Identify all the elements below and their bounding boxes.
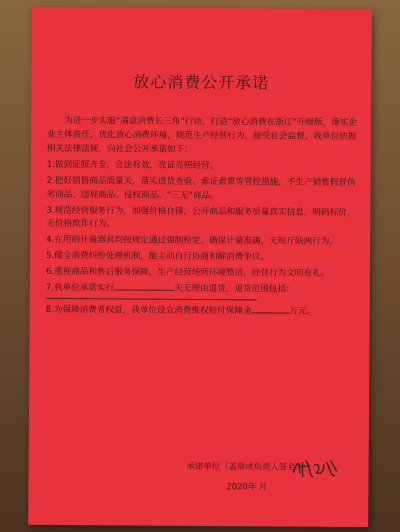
commitment-item-8 bbox=[46, 304, 356, 320]
item7-text-b: 天无理由退货，退货范围包括： bbox=[174, 283, 295, 295]
commitment-item-7 bbox=[46, 282, 356, 298]
notice-title: 放心消费公开承诺 bbox=[133, 72, 270, 93]
item8-text-a: 8.为保障消费者权益，我单位设立消费维权赔付保障金 bbox=[45, 304, 252, 317]
commitment-item-1: 1.做到证照齐全，合法有效，亮证亮照经营。 bbox=[46, 159, 219, 171]
commitment-item-6: 6.重视商品和售后服务保障，生产经营场所环境整洁，经营行为文明有礼。 bbox=[45, 267, 330, 280]
commitment-item-5: 5.健全消费纠纷处理机制，能主动自行协商和解消费争议。 bbox=[46, 251, 270, 263]
item7-fill-line bbox=[46, 298, 257, 300]
intro-paragraph: 为进一步实施“满意消费长三角”行动，打造“放心消费在浙江”升级版，落实企业主体责任，优化放心消费环境，规范生产经营行为，接受社会监督，我单位依据相关法律法规，向社会公开承诺如下： bbox=[46, 116, 358, 155]
notice-body bbox=[46, 115, 357, 322]
signature-block bbox=[29, 459, 369, 492]
item7-text-a: 7.我单位承诺实行 bbox=[45, 283, 115, 294]
item8-amount-blank bbox=[252, 312, 290, 313]
item8-text-b: 万元。 bbox=[289, 306, 316, 317]
signature-label: 承诺单位（盖章或负责人签名） bbox=[186, 460, 304, 472]
commitment-item-3: 3.规范经营服务行为，加强价格自律，公开商品和服务质量真实信息，明码标价，无价格欺诈行为。 bbox=[46, 205, 356, 230]
red-notice-sheet bbox=[28, 7, 372, 527]
commitment-item-4: 4.在用的计量器具均按规定通过强制检定，确保计量准确，无短斤缺两行为。 bbox=[46, 235, 339, 248]
item7-days-blank bbox=[114, 290, 174, 291]
signature-date: 2020年 月 bbox=[226, 481, 268, 492]
handwritten-signature bbox=[291, 455, 341, 481]
commitment-item-2: 2.把好销售商品质量关，落实进货查验、索证索票等管控措施，不生产销售假冒伪劣商品、违规商品、侵权商品、“三无”商品。 bbox=[46, 175, 356, 201]
